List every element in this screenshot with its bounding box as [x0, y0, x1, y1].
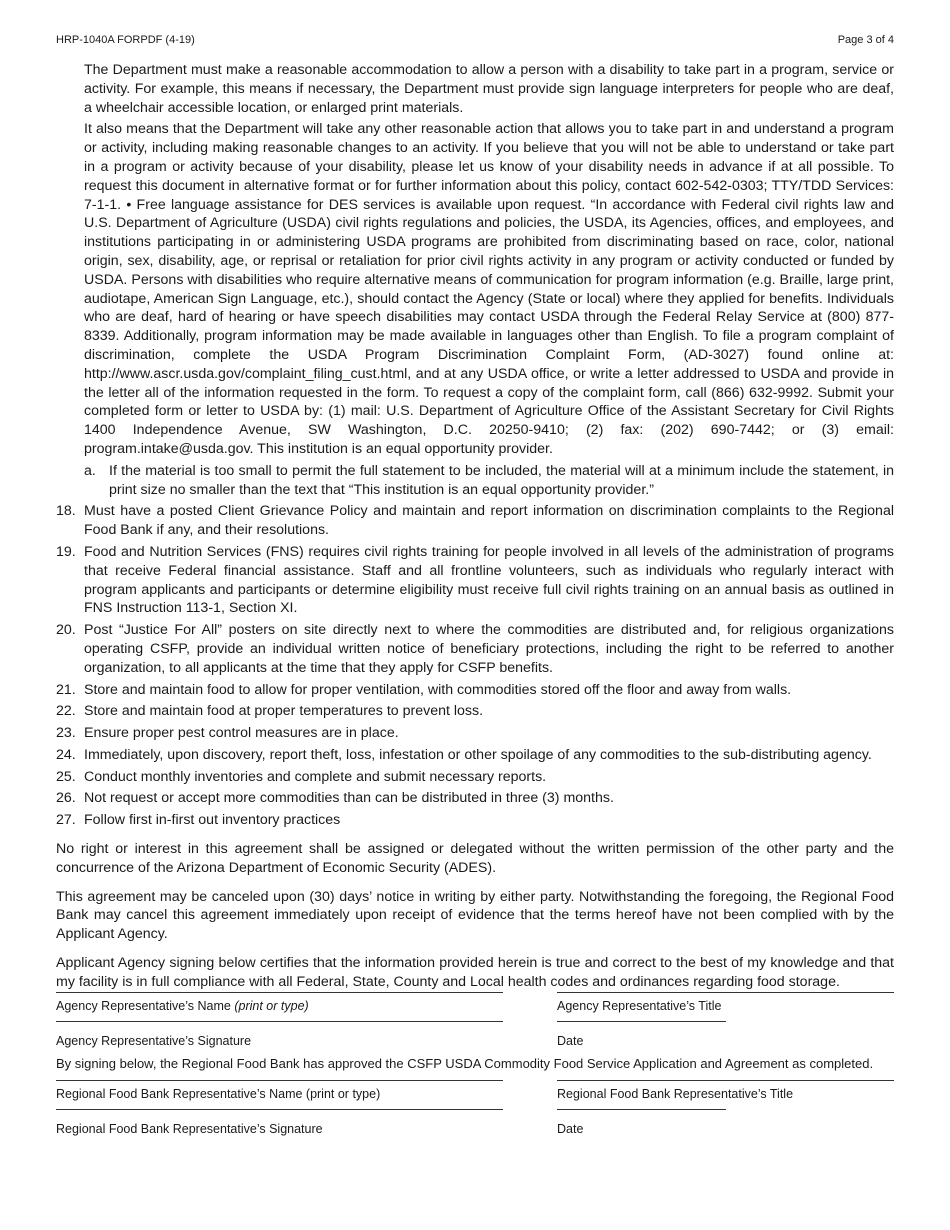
agency-name-field[interactable] — [56, 992, 503, 1014]
rfb-signature-row — [56, 1109, 894, 1137]
rfb-signature-label: Regional Food Bank Representative’s Signature — [56, 1122, 323, 1137]
agency-signature-field[interactable] — [56, 1021, 503, 1049]
page-header — [56, 34, 894, 46]
item-number: 24. — [56, 746, 76, 763]
agency-title-label: Agency Representative’s Title — [557, 998, 722, 1013]
rfb-name-field[interactable] — [56, 1080, 503, 1102]
list-item — [56, 746, 894, 765]
list-item — [56, 681, 894, 700]
list-item — [56, 768, 894, 787]
cancellation-paragraph: This agreement may be canceled upon (30) days’ notice in writing by either party. Notwithstanding the foregoing, the Regional Food Bank may cancel this agreement immediately upon receipt of evidence that the terms hereof have not been complied with by the Applicant Agency. — [56, 888, 894, 943]
certification-paragraph: Applicant Agency signing below certifies that the information provided herein is true and correct to the best of my knowledge and that my facility is in full compliance with all Federal, State, County and Local health codes and ordinances regarding food storage. — [56, 955, 894, 990]
rfb-name-row — [56, 1080, 894, 1102]
item-text: Immediately, upon discovery, report theft, loss, infestation or other spoilage of any commodities to the sub-distributing agency. — [84, 746, 872, 763]
approval-statement: By signing below, the Regional Food Bank has approved the CSFP USDA Commodity Food Service Application and Agreement as completed. — [56, 1055, 874, 1071]
agency-name-label: Agency Representative’s Name — [56, 998, 231, 1013]
item-number: 25. — [56, 768, 76, 785]
agency-signature-row — [56, 1021, 894, 1049]
rfb-date-field[interactable] — [557, 1109, 894, 1137]
civil-rights-paragraph: It also means that the Department will take any other reasonable action that allows you to take part in and understand a program or activity, including making reasonable changes to an activity. If you believe that you will not be able to understand or take part in a program or activity because of your disability, please let us know of your disability needs in advance if at all possible. To request this document in alternative format or for further information about this policy, contact 602-542-0303; TTY/TDD Services: 7-1-1. • Free language assistance for DES services is available upon request. “In accordance with Federal civil rights law and U.S. Department of Agriculture (USDA) civil rights regulations and policies, the USDA, its Agencies, offices, and employees, and institutions participating in or administering USDA programs are prohibited from discriminating based on race, color, national origin, sex, disability, age, or reprisal or retaliation for prior civil rights activity in any program or activity conducted or funded by USDA. Persons with disabilities who require alternative means of communication for program information (e.g. Braille, large print, audiotape, American Sign Language, etc.), should contact the Agency (State or local) where they applied for benefits. Individuals who are deaf, hard of hearing or have speech disabilities may contact USDA through the Federal Relay Service at (800) 877-8339. Additionally, program information may be made available in languages other than English. To file a program complaint of discrimination, complete the USDA Program Discrimination Complaint Form, (AD-3027) found online at: http://www.ascr.usda.gov/complaint_filing_cust.html, and at any USDA office, or write a letter addressed to USDA and provide in the letter all of the information requested in the form. To request a copy of the complaint form, call (866) 632-9992. Submit your completed form or letter to USDA by: (1) mail: U.S. Department of Agriculture Office of the Assistant Secretary for Civil Rights 1400 Independence Avenue, SW Washington, D.C. 20250-9410; (2) fax: (202) 690-7442; or (3) email: program.intake@usda.gov. This institution is an equal opportunity provider. — [84, 121, 894, 457]
page-number: Page 3 of 4 — [837, 34, 894, 46]
rfb-name-label: Regional Food Bank Representative’s Name (print or type) — [56, 1087, 381, 1102]
item-number: 27. — [56, 812, 76, 829]
list-item — [56, 621, 894, 677]
item-text: Ensure proper pest control measures are in place. — [84, 725, 399, 742]
list-item — [56, 502, 894, 540]
agency-date-label: Date — [557, 1033, 584, 1048]
form-id: HRP-1040A FORPDF (4-19) — [56, 34, 195, 46]
sub-item-label: a. — [84, 462, 96, 479]
document-body — [56, 61, 894, 1137]
sub-item-a — [84, 462, 894, 500]
item-text: Not request or accept more commodities than can be distributed in three (3) months. — [84, 790, 614, 807]
rfb-title-label: Regional Food Bank Representative’s Title — [557, 1087, 794, 1102]
sub-item-text: If the material is too small to permit the full statement to be included, the material will at a minimum include the statement, in print size no smaller than the text that “This institution is an equal opportunity provider.” — [109, 462, 894, 498]
item-number: 26. — [56, 790, 76, 807]
signature-section — [56, 992, 894, 1138]
agency-date-field[interactable] — [557, 1021, 894, 1049]
item-number: 19. — [56, 543, 76, 560]
accommodation-paragraph: The Department must make a reasonable accommodation to allow a person with a disability to take part in a program, service or activity. For example, this means if necessary, the Department must provide sign language interpreters for people who are deaf, a wheelchair accessible location, or enlarged print materials. — [84, 62, 894, 116]
list-item — [56, 702, 894, 721]
item-text: Store and maintain food to allow for proper ventilation, with commodities stored off the floor and away from walls. — [84, 681, 792, 698]
item-text: Store and maintain food at proper temperatures to prevent loss. — [84, 703, 484, 720]
item-number: 22. — [56, 703, 76, 720]
list-item — [56, 543, 894, 618]
agency-name-row — [56, 992, 894, 1014]
continued-section — [56, 61, 894, 499]
rfb-date-label: Date — [557, 1122, 584, 1137]
agency-name-hint: (print or type) — [234, 998, 309, 1013]
requirements-list — [56, 502, 894, 830]
item-number: 21. — [56, 681, 76, 698]
item-text: Food and Nutrition Services (FNS) requires civil rights training for people involved in all levels of the administration of programs that receive Federal financial assistance. Staff and all frontline volunteers, such as individuals who regularly interact with program applicants and participants or determine eligibility must receive full civil rights training on an annual basis as outlined in FNS Instruction 113-1, Section XI. — [84, 543, 894, 617]
item-text: Post “Justice For All” posters on site directly next to where the commodities are distributed and, for religious organizations operating CSFP, provide an individual written notice of beneficiary protections, including the right to be referred to another organization, to all applicants at the time that they apply for CSFP benefits. — [84, 622, 894, 676]
assignment-paragraph: No right or interest in this agreement shall be assigned or delegated without the written permission of the other party and the concurrence of the Arizona Department of Economic Security (ADES). — [56, 841, 894, 876]
agency-title-field[interactable] — [557, 992, 894, 1014]
list-item — [56, 724, 894, 743]
item-number: 20. — [56, 622, 76, 639]
item-number: 23. — [56, 725, 76, 742]
list-item — [56, 789, 894, 808]
list-item — [56, 811, 894, 830]
item-text: Conduct monthly inventories and complete and submit necessary reports. — [84, 768, 547, 785]
item-text: Must have a posted Client Grievance Policy and maintain and report information on discrimination complaints to the Regional Food Bank if any, and their resolutions. — [84, 503, 894, 539]
rfb-signature-field[interactable] — [56, 1109, 503, 1137]
item-text: Follow first in-first out inventory practices — [84, 812, 341, 829]
rfb-title-field[interactable] — [557, 1080, 894, 1102]
item-number: 18. — [56, 503, 76, 520]
agency-signature-label: Agency Representative’s Signature — [56, 1033, 252, 1048]
